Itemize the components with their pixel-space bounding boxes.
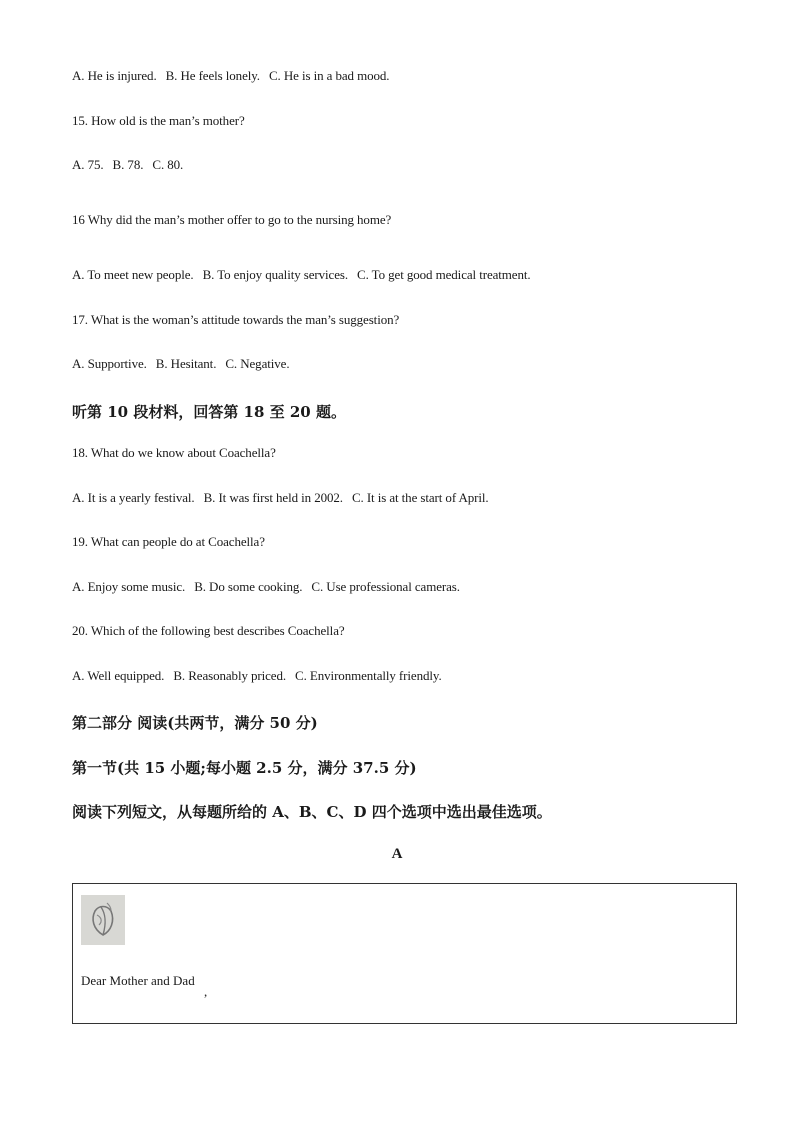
answer-option: B. It was first held in 2002. <box>203 490 343 505</box>
answer-options <box>72 490 498 506</box>
answer-options <box>72 157 192 173</box>
answer-option: A. It is a yearly festival. <box>72 490 195 505</box>
answer-option: C. 80. <box>152 157 184 172</box>
answer-option: B. Reasonably priced. <box>173 668 287 683</box>
answer-option: A. He is injured. <box>72 68 157 83</box>
letter-greeting: Dear Mother and Dad <box>81 973 195 988</box>
passage-box <box>72 883 737 1024</box>
answer-option: A. To meet new people. <box>72 267 194 282</box>
question-text: 19. What can people do at Coachella? <box>72 534 265 549</box>
answer-options <box>72 267 540 283</box>
answer-option: B. To enjoy quality services. <box>202 267 348 282</box>
answer-option: B. Do some cooking. <box>194 579 303 594</box>
section-heading: 第一节(共 15 小题;每小题 2.5 分，满分 37.5 分) <box>72 759 417 777</box>
answer-options <box>72 668 451 684</box>
answer-option: C. Negative. <box>225 356 290 371</box>
answer-option: C. He is in a bad mood. <box>268 68 390 83</box>
answer-options <box>72 68 398 84</box>
answer-option: B. He feels lonely. <box>165 68 260 83</box>
answer-option: A. Enjoy some music. <box>72 579 186 594</box>
answer-options <box>72 356 299 372</box>
greeting-comma: , <box>204 984 208 999</box>
letter-logo-image <box>81 895 125 945</box>
question-text: 15. How old is the man’s mother? <box>72 113 245 128</box>
answer-option: A. Supportive. <box>72 356 147 371</box>
question-text: 18. What do we know about Coachella? <box>72 445 276 460</box>
answer-option: C. It is at the start of April. <box>351 490 489 505</box>
answer-option: C. To get good medical treatment. <box>357 267 531 282</box>
passage-label: A <box>391 846 403 862</box>
question-text: 20. Which of the following best describes Coachella? <box>72 623 345 638</box>
section-heading: 听第 10 段材料，回答第 18 至 20 题。 <box>72 403 346 421</box>
answer-option: B. Hesitant. <box>155 356 217 371</box>
answer-option: A. 75. <box>72 157 104 172</box>
answer-option: A. Well equipped. <box>72 668 165 683</box>
section-heading: 阅读下列短文，从每题所给的 A、B、C、D 四个选项中选出最佳选项。 <box>72 803 552 821</box>
question-text: 16 Why did the man’s mother offer to go to the nursing home? <box>72 212 392 227</box>
question-text: 17. What is the woman’s attitude towards the man’s suggestion? <box>72 312 400 327</box>
answer-option: B. 78. <box>112 157 144 172</box>
answer-option: C. Environmentally friendly. <box>295 668 442 683</box>
answer-options <box>72 579 469 595</box>
answer-option: C. Use professional cameras. <box>311 579 460 594</box>
section-heading: 第二部分 阅读(共两节，满分 50 分) <box>72 714 318 732</box>
